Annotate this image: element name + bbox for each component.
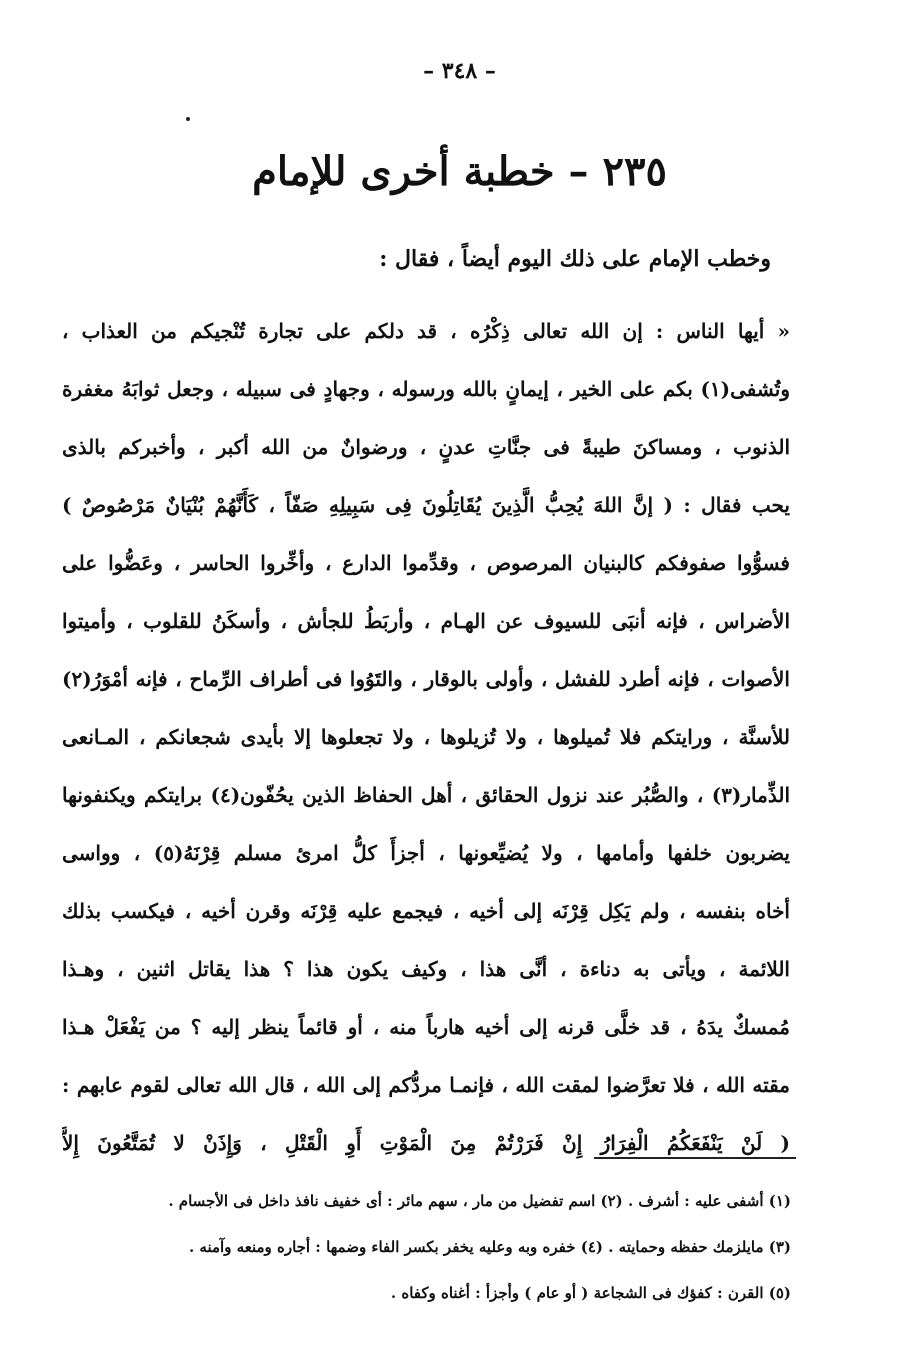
body-line: وتُشفى(١) بكم على الخير ، إيمانٍ بالله ورسوله ، وجهادٍ فى سبيله ، وجعل ثوابَهُ مغفرة (62, 377, 790, 401)
page-number: – ٣٤٨ – (423, 58, 496, 84)
sermon-title: ٢٣٥ – خطبة أخرى للإمام (252, 148, 667, 195)
body-line: مُمسكٌ يدَهُ ، قد خلَّى قرنه إلى أخيه هارباً منه ، أو قائماً ينظر إليه ؟ من يَفْعَلْ هـذا (62, 1015, 790, 1039)
body-line: أخاه بنفسه ، ولم يَكِل قِرْنَه إلى أخيه ، فيجمع عليه قِرْنَه وقرن أخيه ، فيكسب بذلك (62, 899, 790, 923)
body-line: ( لَنْ يَنْفَعَكُمُ الْفِرَارُ إِنْ فَرَرْتُمْ مِنَ الْمَوْتِ أَوِ الْقَتْلِ ، وَإِذَنْ لا تُمَتَّعُونَ إِلاَّ (62, 1131, 790, 1155)
body-line: الذنوب ، ومساكنَ طيبةً فى جنَّاتِ عدنٍ ، ورضوانٌ من الله أكبر ، وأخبركم بالذى (62, 435, 790, 459)
body-line: يحب فقال : ( إنَّ اللهَ يُحِبُّ الَّذِينَ يُقَاتِلُونَ فِى سَبِيلِهِ صَفّاً ، كَأَنَّهُمْ بُنْيَانٌ مَرْصُوصٌ ) (62, 493, 790, 517)
body-line: مقته الله ، فلا تعرَّضوا لمقت الله ، فإنمـا مردُّكم إلى الله ، قال الله تعالى لقوم عابهم : (62, 1073, 790, 1097)
body-line: للأسنَّة ، ورايتكم فلا تُميلوها ، ولا تُزيلوها ، ولا تجعلوها إلا بأيدى شجعانكم ، المـانعى (62, 725, 790, 749)
footnote-separator (594, 1157, 796, 1159)
body-line: الذِّمار(٣) ، والصُّبُر عند نزول الحقائق ، أهل الحفاظ الذين يحُفّون(٤) برايتكم ويكنفونها (62, 783, 790, 807)
intro-line: وخطب الإمام على ذلك اليوم أيضاً ، فقال : (379, 246, 771, 272)
footnote: (٣) مايلزمك حفظه وحمايته . (٤) خفره وبه وعليه يخفر بكسر الفاء وضمها : أجاره ومنعه وآمنه . (188, 1238, 791, 1256)
sermon-body (62, 302, 790, 1172)
body-line: الأصوات ، فإنه أطرد للفشل ، وأولى بالوقار ، والتَوُوا فى أطراف الرِّماح ، فإنه أمْوَرُ(٢) (62, 667, 790, 691)
footnotes (91, 1178, 791, 1316)
footnote: (٥) القرن : كفؤك فى الشجاعة ( أو عام ) وأجزأ : أغناه وكفاه . (390, 1284, 791, 1302)
body-line: يضربون خلفها وأمامها ، ولا يُضيِّعونها ، أجزأَ كلُّ امرئ مسلم قِرْنَهُ(٥) ، وواسى (62, 841, 790, 865)
body-line: الأضراس ، فإنه أنبَى للسيوف عن الهـام ، وأربَطُ للجأش ، وأسكَنُ للقلوب ، وأميتوا (62, 609, 790, 633)
body-line: « أيها الناس : إن الله تعالى ذِكْرُه ، قد دلكم على تجارة تُنْجيكم من العذاب ، (62, 319, 790, 343)
body-line: فسوُّوا صفوفكم كالبنيان المرصوص ، وقدِّموا الدارع ، وأخِّروا الحاسر ، وعَضُّوا على (62, 551, 790, 575)
body-line: اللائمة ، ويأتى به دناءة ، أنَّى هذا ، وكيف يكون هذا ؟ هذا يقاتل اثنين ، وهـذا (62, 957, 790, 981)
footnote: (١) أشفى عليه : أشرف . (٢) اسم تفضيل من مار ، سهم مائر : أى خفيف نافذ داخل فى الأجسام . (168, 1192, 791, 1210)
print-speck (186, 117, 190, 121)
